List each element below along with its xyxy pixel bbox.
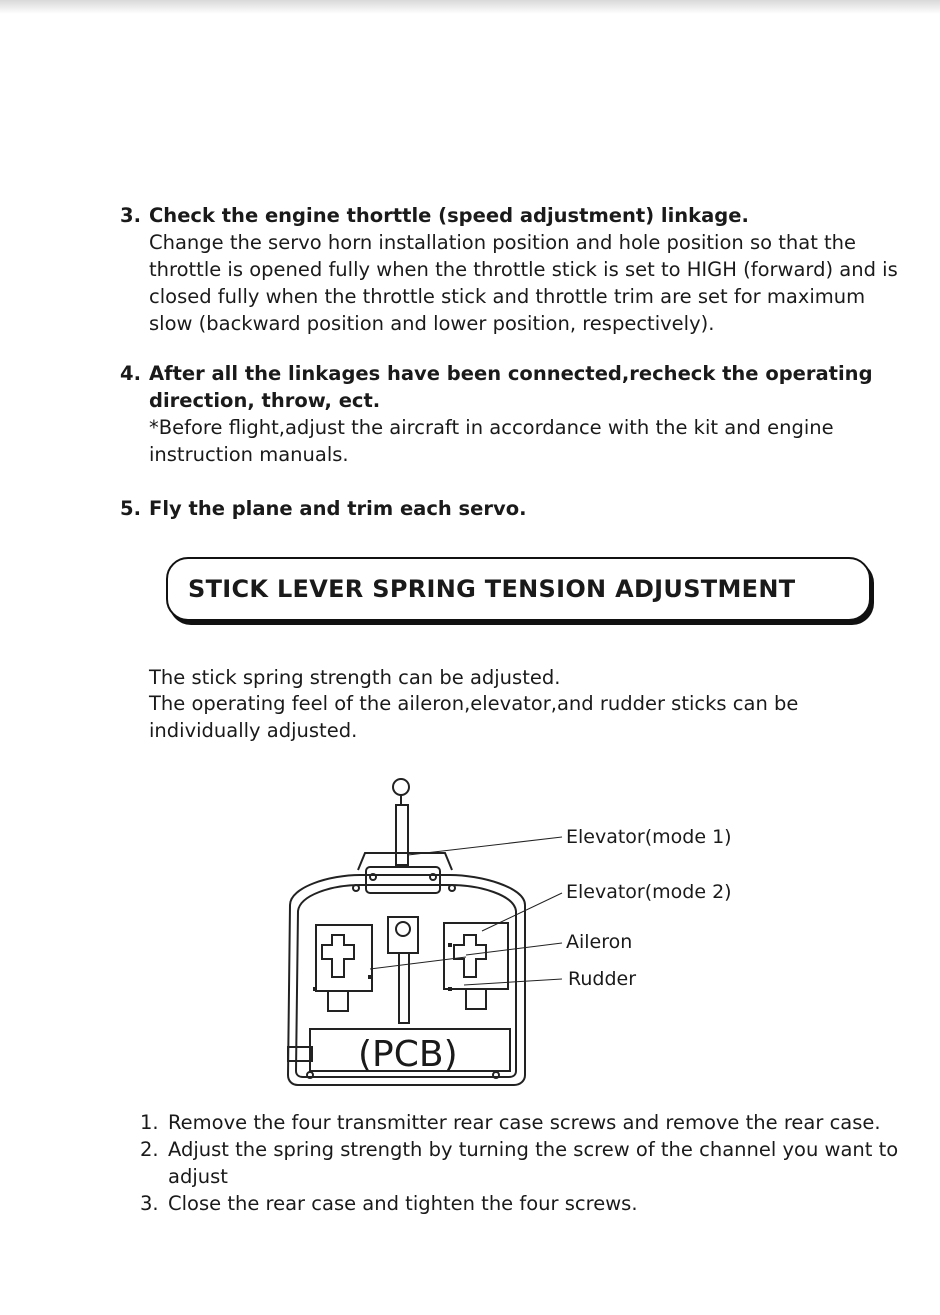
item-body: *Before flight,adjust the aircraft in accordance with the kit and engine instruction manuals. bbox=[149, 416, 834, 466]
antenna-tip bbox=[393, 779, 409, 795]
antenna-mast bbox=[396, 805, 408, 865]
step-3 bbox=[140, 1190, 930, 1217]
item-heading: After all the linkages have been connected,recheck the operating direction, throw, ect. bbox=[149, 362, 873, 412]
pcb-label: (PCB) bbox=[358, 1034, 458, 1075]
item-heading: Fly the plane and trim each servo. bbox=[149, 497, 527, 520]
instruction-item-4 bbox=[120, 360, 900, 468]
step-text: Close the rear case and tighten the four screws. bbox=[168, 1192, 638, 1215]
scan-edge bbox=[0, 0, 940, 14]
section-title: STICK LEVER SPRING TENSION ADJUSTMENT bbox=[188, 575, 796, 603]
section-title-banner bbox=[166, 557, 871, 621]
intro-line-2: The operating feel of the aileron,elevator,and rudder sticks can be individually adjusted. bbox=[149, 692, 799, 742]
step-text: Adjust the spring strength by turning the screw of the channel you want to adjust bbox=[168, 1138, 899, 1188]
intro-line-1: The stick spring strength can be adjusted. bbox=[149, 666, 561, 689]
instruction-item-5 bbox=[120, 495, 900, 522]
label-elevator-mode2: Elevator(mode 2) bbox=[566, 881, 732, 903]
transmitter-diagram bbox=[270, 775, 770, 1095]
item-heading: Check the engine thorttle (speed adjustment) linkage. bbox=[149, 204, 749, 227]
label-elevator-mode1: Elevator(mode 1) bbox=[566, 826, 732, 848]
item-number: 4. bbox=[120, 362, 141, 385]
step-number: 2. bbox=[140, 1138, 159, 1161]
top-panel bbox=[366, 867, 440, 893]
instruction-item-3 bbox=[120, 202, 900, 337]
step-text: Remove the four transmitter rear case screws and remove the rear case. bbox=[168, 1111, 881, 1134]
item-number: 3. bbox=[120, 204, 141, 227]
item-number: 5. bbox=[120, 497, 141, 520]
procedure-steps bbox=[140, 1109, 930, 1217]
step-number: 1. bbox=[140, 1111, 159, 1134]
step-number: 3. bbox=[140, 1192, 159, 1215]
step-2 bbox=[140, 1136, 930, 1190]
step-1 bbox=[140, 1109, 930, 1136]
transmitter-illustration bbox=[270, 775, 770, 1095]
item-body: Change the servo horn installation position and hole position so that the throttle is opened fully when the throttle stick is set to HIGH (forward) and is closed fully when the throttle stick and throttle trim are set for maximum slow (backward position and lower position, respectively). bbox=[149, 231, 898, 335]
label-aileron: Aileron bbox=[566, 931, 633, 953]
label-rudder: Rudder bbox=[568, 968, 637, 990]
